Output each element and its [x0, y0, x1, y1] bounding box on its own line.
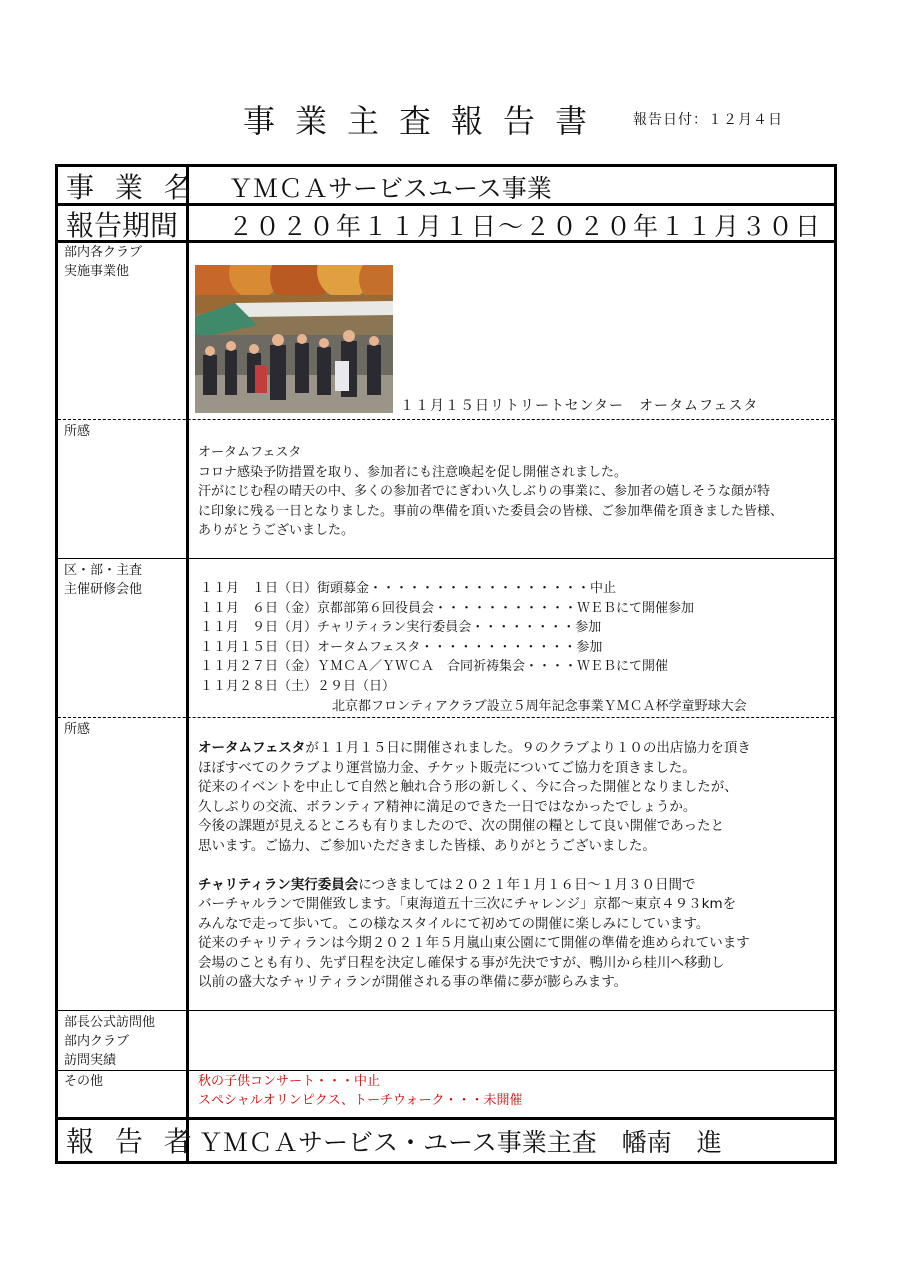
- autumn-festa-heading: オータムフェスタ: [198, 740, 306, 756]
- business-name-value: ＹＭＣＡサービスユース事業: [228, 174, 552, 203]
- impression2-label: 所感: [64, 722, 91, 737]
- row-divider: [58, 717, 834, 718]
- report-period-value: ２０２０年１１月１日～２０２０年１１月３０日: [228, 212, 823, 241]
- schedule-item: １１月 ６日（金）京都部第６回役員会・・・・・・・・・・・ＷＥＢにて開催参加: [200, 600, 695, 616]
- row-divider: [58, 558, 834, 559]
- autumn-festa-photo: [195, 265, 393, 413]
- row-divider: [58, 1070, 834, 1071]
- report-period-label: 報告期間: [66, 209, 179, 242]
- impression1-text: オータムフェスタ コロナ感染予防措置を取り、参加者にも注意喚起を促し開催されました。 汗がにじむ程の晴天の中、多くの参加者でにぎわい久しぶりの事業に、参加者の嬉しそうな顔が特 に印象に残る一日となりました。事前の準備を頂いた委員会の皆様、ご参加準備を頂きました皆様、 ありがとうございました。: [198, 445, 784, 538]
- schedule-item: １１月１５日（日）オータムフェスタ・・・・・・・・・・・・参加: [200, 639, 603, 655]
- festa-photo-illustration: [195, 265, 393, 413]
- business-name-label: 事 業 名: [66, 171, 198, 204]
- schedule-item: １１月２７日（金）ＹＭＣＡ／ＹＷＣＡ 合同祈祷集会・・・・ＷＥＢにて開催: [200, 659, 669, 675]
- schedule-item-last: 北京都フロンティアクラブ設立５周年記念事業ＹＭＣＡ杯学童野球大会: [332, 698, 747, 714]
- clubs-label: 部内各クラブ 実施事業他: [64, 245, 143, 279]
- column-divider: [186, 167, 189, 1161]
- visit-label: 部長公式訪問他 部内クラブ 訪問実績: [64, 1015, 156, 1068]
- reporter-label: 報 告 者: [66, 1125, 198, 1158]
- reporter-value: ＹＭＣＡサービス・ユース事業主査 幡南 進: [198, 1128, 722, 1157]
- photo-caption: １１月１５日リトリートセンター オータムフェスタ: [400, 398, 759, 414]
- report-table: [55, 164, 837, 1164]
- schedule-item: １１月 １日（日）街頭募金・・・・・・・・・・・・・・・・・中止: [200, 581, 617, 596]
- charity-run-heading: チャリティラン実行委員会: [198, 876, 359, 893]
- other-text: 秋の子供コンサート・・・中止 スペシャルオリンピクス、トーチウォーク・・・未開催: [198, 1074, 523, 1108]
- other-label: その他: [64, 1074, 104, 1089]
- district-label: 区・部・主査 主催研修会他: [64, 563, 143, 597]
- impression2-text: オータムフェスタが１１月１５日に開催されました。９のクラブより１０の出店協力を頂き ほぼすべてのクラブより運営協力金、チケット販売についてご協力を頂きました。 従来のイベントを中止して自然と触れ合う形の新しく、今に合った開催となりましたが、 久しぶりの交流、ボランティア精神に満足のできた一日ではなかったでしょうか。 今後の課題が見えるところも有りましたので、次の開催の糧として良い開催であったと 思います。ご協力、ご参加いただきました皆様、ありがとうございました。 チャリティラン実行委員会につきましては２０２１年１月１６日～１月３０日間で バーチャルランで開催致します。「東海道五十三次にチャレンジ」京都～東京４９３kmを みんなで走って歩いて。この様なスタイルにて初めての開催に楽しみにしています。 従来のチャリティランは今期２０２１年５月嵐山東公園にて開催の準備を進められています 会場のことも有り、先ず日程を決定し確保する事が先決ですが、鴨川から桂川へ移動し 以前の盛大なチャリティランが開催される事の準備に夢が膨らみます。: [198, 740, 751, 990]
- schedule-item: １１月 ９日（月）チャリティラン実行委員会・・・・・・・・参加: [200, 620, 602, 636]
- row-divider: [58, 1010, 834, 1011]
- schedule-list: [200, 579, 747, 716]
- schedule-item: １１月２８日（土）２９日（日）: [200, 678, 396, 694]
- row-divider: [58, 419, 834, 420]
- impression1-label: 所感: [64, 424, 91, 439]
- report-date: 報告日付：１２月４日: [633, 112, 783, 128]
- page-title: 事業主査報告書: [243, 102, 608, 140]
